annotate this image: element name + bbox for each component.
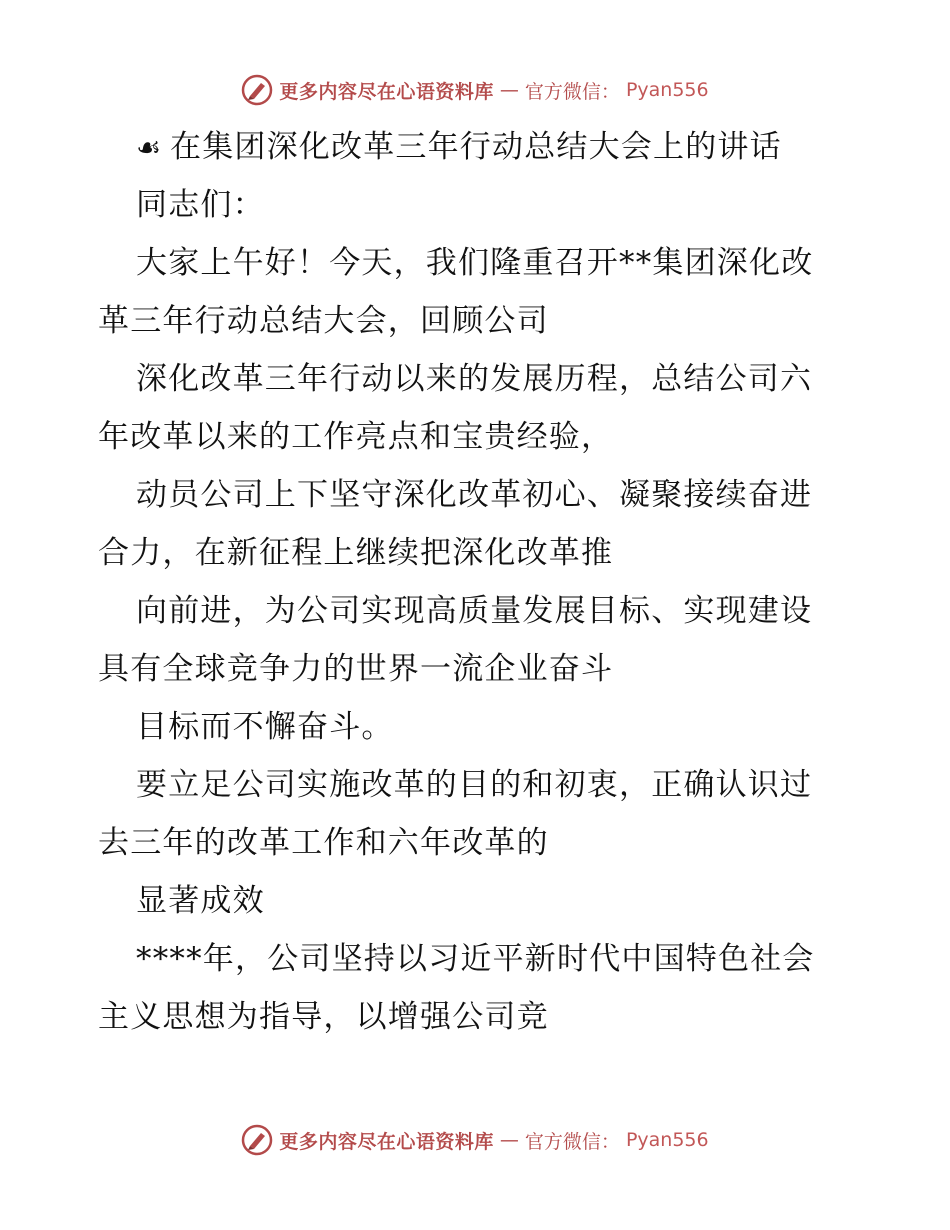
brand-logo-icon: [241, 1124, 273, 1156]
banner-brand-text: 更多内容尽在心语资料库: [279, 80, 494, 103]
banner-wechat-label: 官方微信：: [524, 1130, 620, 1153]
document-title: [98, 118, 858, 176]
text-line: 主义思想为指导，以增强公司竞: [98, 999, 549, 1035]
paragraph-lines: [98, 176, 858, 1046]
banner-wechat-id: Pyan556: [625, 1129, 709, 1151]
banner-separator: —: [499, 79, 519, 101]
text-line: 同志们：: [136, 187, 265, 223]
text-line: 深化改革三年行动以来的发展历程，总结公司六: [136, 361, 813, 397]
text-line: 显著成效: [136, 883, 265, 919]
header-banner: [0, 70, 950, 110]
brand-logo-icon: [241, 74, 273, 106]
text-line: 具有全球竞争力的世界一流企业奋斗: [98, 651, 614, 687]
text-line: ****年，公司坚持以习近平新时代中国特色社会: [136, 941, 815, 977]
text-line: 向前进，为公司实现高质量发展目标、实现建设: [136, 593, 813, 629]
text-line: 去三年的改革工作和六年改革的: [98, 825, 549, 861]
text-line: 革三年行动总结大会，回顾公司: [98, 303, 549, 339]
text-line: 合力，在新征程上继续把深化改革推: [98, 535, 614, 571]
document-title-text: 在集团深化改革三年行动总结大会上的讲话: [170, 129, 782, 165]
text-line: 大家上午好！今天，我们隆重召开**集团深化改: [136, 245, 814, 281]
text-line: 动员公司上下坚守深化改革初心、凝聚接续奋进: [136, 477, 813, 513]
banner-wechat-id: Pyan556: [625, 79, 709, 101]
banner-brand-text: 更多内容尽在心语资料库: [279, 1130, 494, 1153]
text-line: 目标而不懈奋斗。: [136, 709, 394, 745]
text-line: 年改革以来的工作亮点和宝贵经验，: [98, 419, 614, 455]
banner-separator: —: [499, 1129, 519, 1151]
text-line: 要立足公司实施改革的目的和初衷，正确认识过: [136, 767, 813, 803]
flourish-icon: ☙: [136, 131, 163, 164]
banner-wechat-label: 官方微信：: [524, 80, 620, 103]
document-body: [98, 118, 858, 1046]
footer-banner: [0, 1120, 950, 1160]
